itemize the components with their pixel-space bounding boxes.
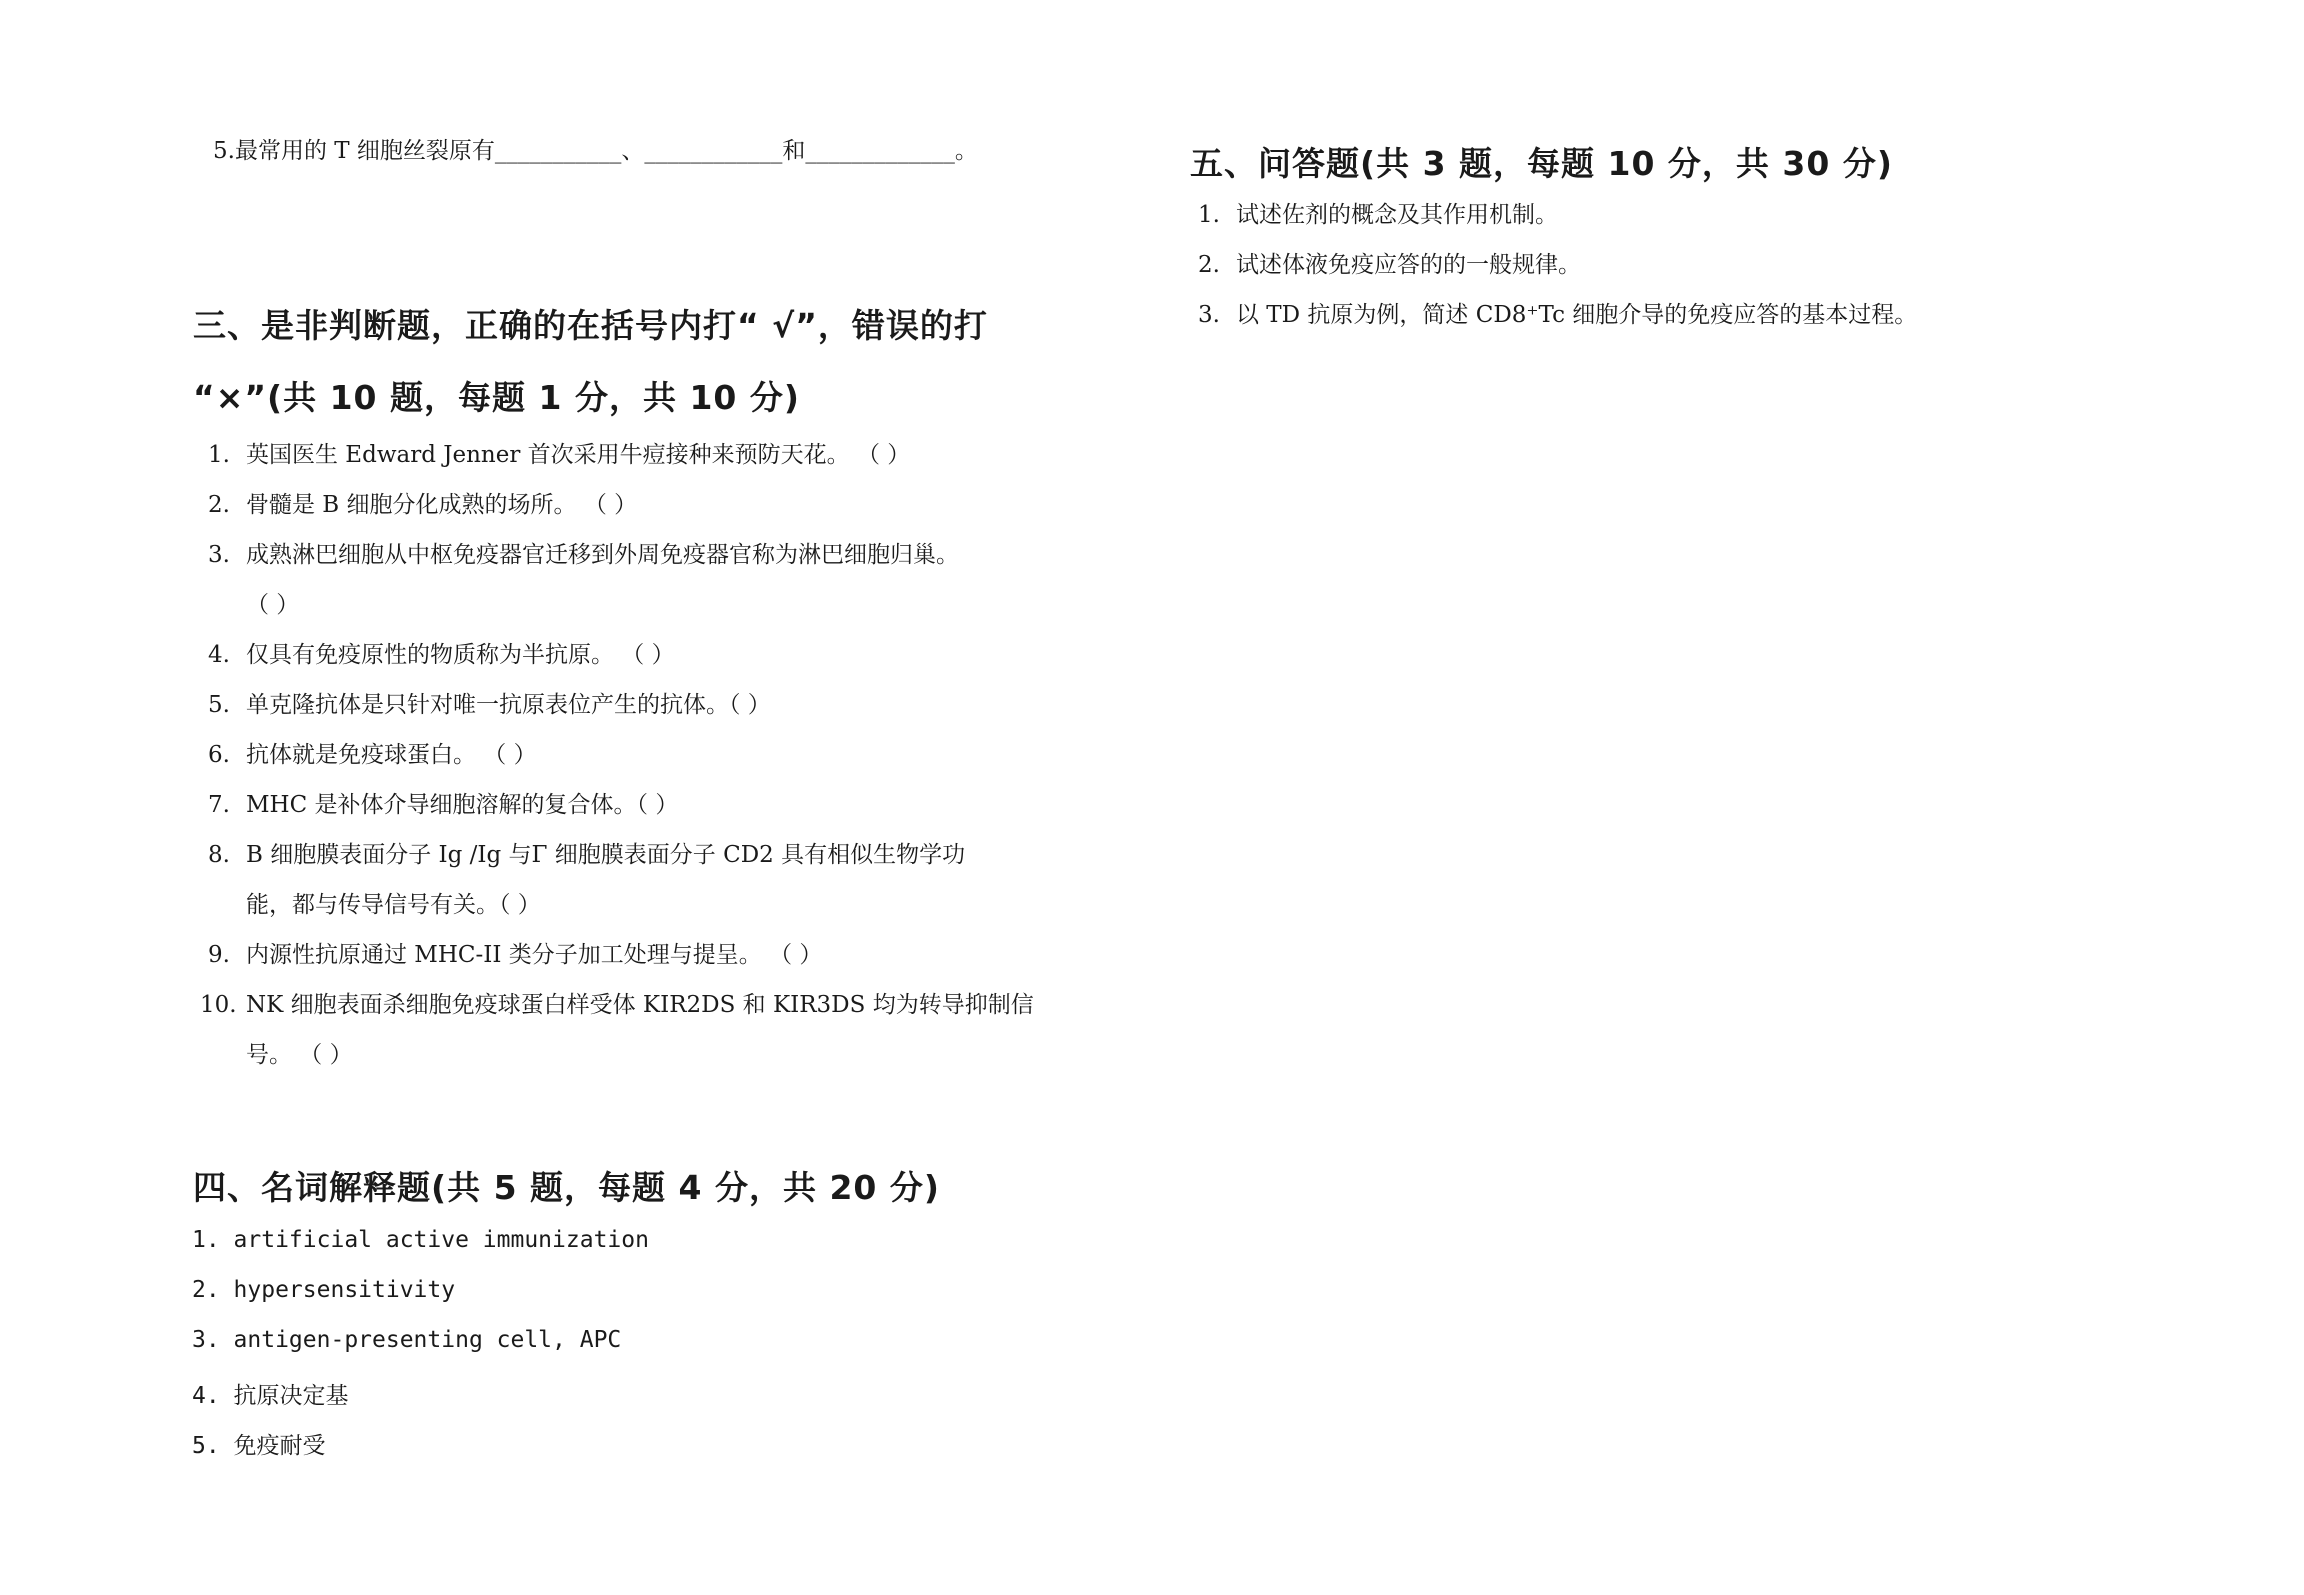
question-number: 2. bbox=[1198, 252, 1220, 278]
section-3-title-line-2: “×”(共 10 题，每题 1 分，共 10 分) bbox=[193, 378, 800, 417]
question-text: 以 TD 抗原为例，简述 CD8⁺Tc 细胞介导的免疫应答的基本过程。 bbox=[1236, 302, 1918, 328]
right-column bbox=[1180, 0, 2180, 1595]
item-text: NK 细胞表面杀细胞免疫球蛋白样受体 KIR2DS 和 KIR3DS 均为转导抑制信 bbox=[246, 992, 1034, 1018]
item-number: 4. bbox=[208, 642, 230, 668]
item-number: 8. bbox=[208, 842, 230, 868]
item-text: 内源性抗原通过 MHC-II 类分子加工处理与提呈。 （ ） bbox=[246, 942, 823, 968]
question-number: 1. bbox=[1198, 202, 1220, 228]
item-number: 10. bbox=[200, 992, 237, 1018]
item-number: 9. bbox=[208, 942, 230, 968]
section-3-title-line-1: 三、是非判断题，正确的在括号内打“ √”，错误的打 bbox=[193, 306, 988, 345]
item-text: （ ） bbox=[246, 592, 300, 618]
term-item: 1. artificial active immunization bbox=[192, 1227, 649, 1253]
section-4-title: 四、名词解释题(共 5 题，每题 4 分，共 20 分) bbox=[193, 1168, 940, 1207]
term-item: 4. 抗原决定基 bbox=[192, 1383, 349, 1409]
item-number: 5. bbox=[208, 692, 230, 718]
question-text: 试述体液免疫应答的的一般规律。 bbox=[1236, 252, 1581, 278]
section-5-title: 五、问答题(共 3 题，每题 10 分，共 30 分) bbox=[1190, 144, 1893, 183]
item-text: 英国医生 Edward Jenner 首次采用牛痘接种来预防天花。 （ ） bbox=[246, 442, 911, 468]
left-column bbox=[0, 0, 1100, 1595]
item-number: 7. bbox=[208, 792, 230, 818]
item-number: 1. bbox=[208, 442, 230, 468]
item-text: MHC 是补体介导细胞溶解的复合体。（ ） bbox=[246, 792, 679, 818]
item-number: 2. bbox=[208, 492, 230, 518]
item-text: 单克隆抗体是只针对唯一抗原表位产生的抗体。（ ） bbox=[246, 692, 771, 718]
question-number: 3. bbox=[1198, 302, 1220, 328]
item-text: 号。 （ ） bbox=[246, 1042, 353, 1068]
term-item: 3. antigen-presenting cell, APC bbox=[192, 1327, 622, 1353]
term-item: 5. 免疫耐受 bbox=[192, 1433, 326, 1459]
fill-in-question-5: 5.最常用的 T 细胞丝裂原有___________、____________和_____________。 bbox=[213, 138, 978, 164]
term-item: 2. hypersensitivity bbox=[192, 1277, 456, 1303]
item-number: 6. bbox=[208, 742, 230, 768]
item-text: B 细胞膜表面分子 Ig /Ig 与Γ 细胞膜表面分子 CD2 具有相似生物学功 bbox=[246, 842, 966, 868]
item-text: 骨髓是 B 细胞分化成熟的场所。 （ ） bbox=[246, 492, 638, 518]
item-text: 成熟淋巴细胞从中枢免疫器官迁移到外周免疫器官称为淋巴细胞归巢。 bbox=[246, 542, 959, 568]
item-text: 仅具有免疫原性的物质称为半抗原。 （ ） bbox=[246, 642, 675, 668]
item-text: 抗体就是免疫球蛋白。 （ ） bbox=[246, 742, 537, 768]
question-text: 试述佐剂的概念及其作用机制。 bbox=[1236, 202, 1558, 228]
item-text: 能，都与传导信号有关。（ ） bbox=[246, 892, 541, 918]
item-number: 3. bbox=[208, 542, 230, 568]
